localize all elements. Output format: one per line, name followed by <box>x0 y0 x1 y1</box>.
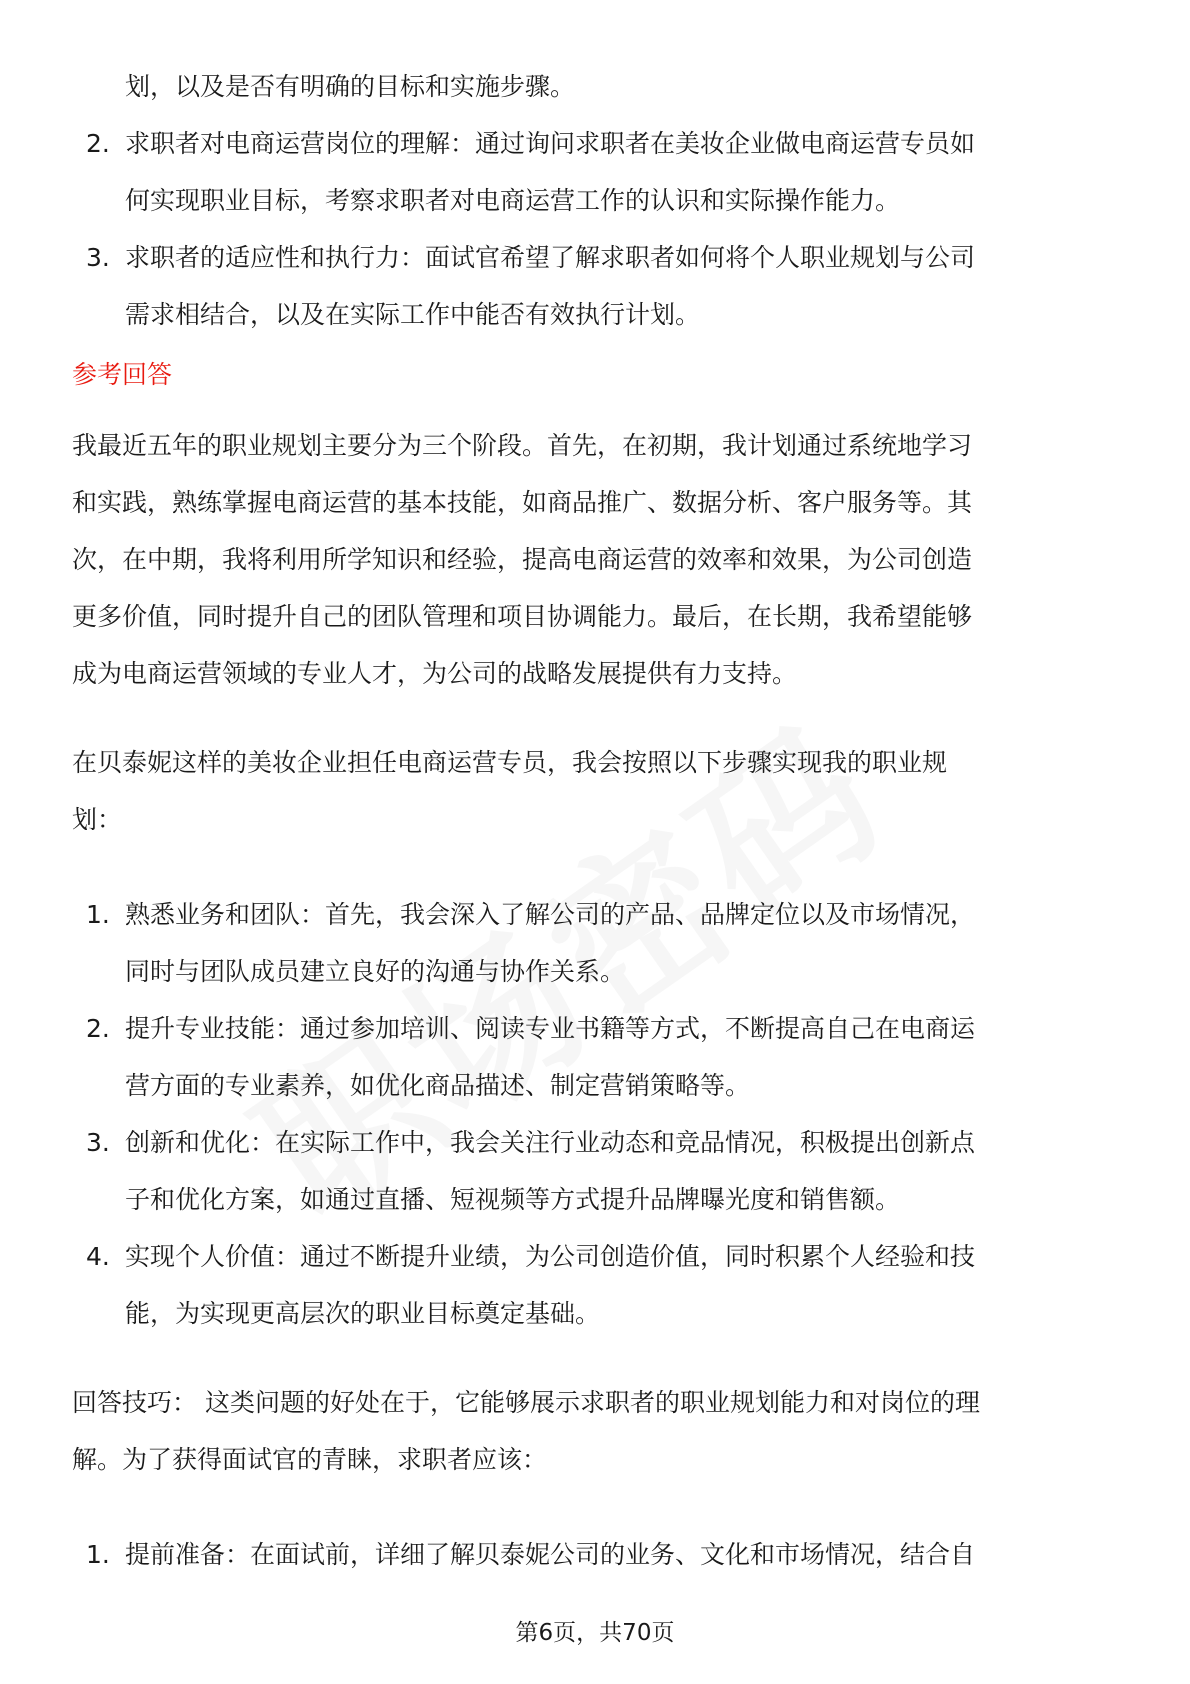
answer-paragraph <box>72 417 1120 702</box>
list-item <box>72 1114 1120 1228</box>
continuation-text: 划，以及是否有明确的目标和实施步骤。 <box>125 72 576 101</box>
evaluation-points-list <box>72 115 1120 343</box>
list-text-line: 实现个人价值：通过不断提升业绩，为公司创造价值，同时积累个人经验和技 <box>125 1242 976 1271</box>
page-content <box>72 58 1120 1583</box>
list-text-line: 创新和优化：在实际工作中，我会关注行业动态和竞品情况，积极提出创新点 <box>125 1128 976 1157</box>
paragraph-line: 次，在中期，我将利用所学知识和经验，提高电商运营的效率和效果，为公司创造 <box>72 545 973 574</box>
list-number: 3. <box>86 1128 110 1157</box>
paragraph-line: 我最近五年的职业规划主要分为三个阶段。首先，在初期，我计划通过系统地学习 <box>72 431 973 460</box>
list-number: 2. <box>86 129 110 158</box>
paragraph-line: 划： <box>72 805 123 834</box>
list-number: 1. <box>86 1540 110 1569</box>
list-item <box>72 1000 1120 1114</box>
list-item <box>72 115 1120 229</box>
list-item <box>72 1228 1120 1342</box>
list-item <box>72 229 1120 343</box>
paragraph-line: 回答技巧： 这类问题的好处在于，它能够展示求职者的职业规划能力和对岗位的理 <box>72 1388 980 1417</box>
list-text-line: 提前准备：在面试前，详细了解贝泰妮公司的业务、文化和市场情况，结合自 <box>125 1540 976 1569</box>
list-number: 4. <box>86 1242 110 1271</box>
list-text-line: 同时与团队成员建立良好的沟通与协作关系。 <box>125 957 626 986</box>
continuation-block <box>72 58 1120 115</box>
steps-list <box>72 886 1120 1342</box>
list-number: 1. <box>86 900 110 929</box>
paragraph-line: 在贝泰妮这样的美妆企业担任电商运营专员，我会按照以下步骤实现我的职业规 <box>72 748 948 777</box>
list-item-continuation <box>72 58 1120 115</box>
paragraph-line: 和实践，熟练掌握电商运营的基本技能，如商品推广、数据分析、客户服务等。其 <box>72 488 973 517</box>
section-heading: 参考回答 <box>72 360 173 389</box>
paragraph-line: 成为电商运营领域的专业人才，为公司的战略发展提供有力支持。 <box>72 659 798 688</box>
intro-paragraph <box>72 734 1120 848</box>
list-text-line: 提升专业技能：通过参加培训、阅读专业书籍等方式，不断提高自己在电商运 <box>125 1014 976 1043</box>
list-text-line: 熟悉业务和团队：首先，我会深入了解公司的产品、品牌定位以及市场情况， <box>125 900 976 929</box>
list-text-line: 子和优化方案，如通过直播、短视频等方式提升品牌曝光度和销售额。 <box>125 1185 901 1214</box>
list-item <box>72 1526 1120 1583</box>
list-number: 3. <box>86 243 110 272</box>
tips-list <box>72 1526 1120 1583</box>
list-text-line: 营方面的专业素养，如优化商品描述、制定营销策略等。 <box>125 1071 751 1100</box>
list-number: 2. <box>86 1014 110 1043</box>
list-text-line: 需求相结合，以及在实际工作中能否有效执行计划。 <box>125 300 701 329</box>
tips-paragraph <box>72 1374 1120 1488</box>
page-footer: 第6页，共70页 <box>515 1620 675 1646</box>
list-text-line: 能，为实现更高层次的职业目标奠定基础。 <box>125 1299 601 1328</box>
list-text-line: 求职者的适应性和执行力：面试官希望了解求职者如何将个人职业规划与公司 <box>125 243 976 272</box>
paragraph-line: 解。为了获得面试官的青睐，求职者应该： <box>72 1445 548 1474</box>
list-text-line: 何实现职业目标，考察求职者对电商运营工作的认识和实际操作能力。 <box>125 186 901 215</box>
paragraph-line: 更多价值，同时提升自己的团队管理和项目协调能力。最后，在长期，我希望能够 <box>72 602 973 631</box>
list-text-line: 求职者对电商运营岗位的理解：通过询问求职者在美妆企业做电商运营专员如 <box>125 129 976 158</box>
list-item <box>72 886 1120 1000</box>
